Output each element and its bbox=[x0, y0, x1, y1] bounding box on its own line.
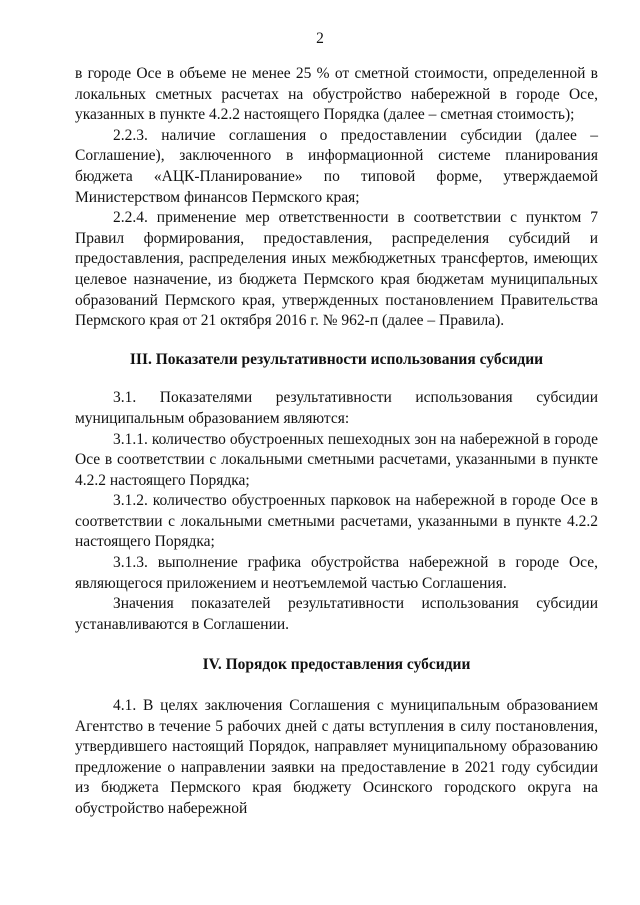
paragraph-2-2-3: 2.2.3. наличие соглашения о предоставлении субсидии (далее – Соглашение), заключенного в информационной системе планирования бюджета «АЦК-Планирование» по типовой форме, утверждаемой Министерством финансов Пермского края; bbox=[75, 126, 598, 206]
paragraph-2-2-4: 2.2.4. применение мер ответственности в соответствии с пунктом 7 Правил формирования, предоставления, распределения субсидий и предоставления, распределения иных межбюджетных трансфертов, имеющих целевое назначение, из бюджета Пермского края бюджетам муниципальных образований Пермского края, утвержденных постановлением Правительства Пермского края от 21 октября 2016 г. № 962-п (далее – Правила). bbox=[75, 209, 598, 330]
paragraph-3-1-1: 3.1.1. количество обустроенных пешеходных зон на набережной в городе Осе в соответствии с локальными сметными расчетами, указанными в пункте 4.2.2 настоящего Порядка; bbox=[75, 430, 598, 489]
paragraph-values: Значения показателей результативности использования субсидии устанавливаются в Соглашении. bbox=[75, 595, 598, 633]
section-3-heading: III. Показатели результативности использования субсидии bbox=[129, 350, 544, 368]
paragraph-3-1-3: 3.1.3. выполнение графика обустройства набережной в городе Осе, являющегося приложением и неотъемлемой частью Соглашения. bbox=[75, 554, 598, 592]
document-body bbox=[75, 64, 598, 820]
paragraph-4-1: 4.1. В целях заключения Соглашения с муниципальным образованием Агентство в течение 5 рабочих дней с даты вступления в силу постановления, утвердившего настоящий Порядок, направляет муниципальному образованию предложение о направлении заявки на предоставление в 2021 году субсидии из бюджета Пермского края бюджету Осинского городского округа на обустройство набережной bbox=[75, 697, 598, 817]
paragraph-3-1-2: 3.1.2. количество обустроенных парковок на набережной в городе Осе в соответствии с локальными сметными расчетами, указанными в пункте 4.2.2 настоящего Порядка; bbox=[75, 492, 598, 551]
section-4-heading: IV. Порядок предоставления субсидии bbox=[202, 656, 471, 674]
page-number: 2 bbox=[316, 30, 324, 47]
paragraph-continuation: в городе Осе в объеме не менее 25 % от сметной стоимости, определенной в локальных сметных расчетах на обустройство набережной в городе Осе, указанных в пункте 4.2.2 настоящего Порядка (далее – сметная стоимость); bbox=[75, 65, 598, 124]
paragraph-3-1: 3.1. Показателями результативности использования субсидии муниципальным образованием являются: bbox=[75, 389, 598, 427]
